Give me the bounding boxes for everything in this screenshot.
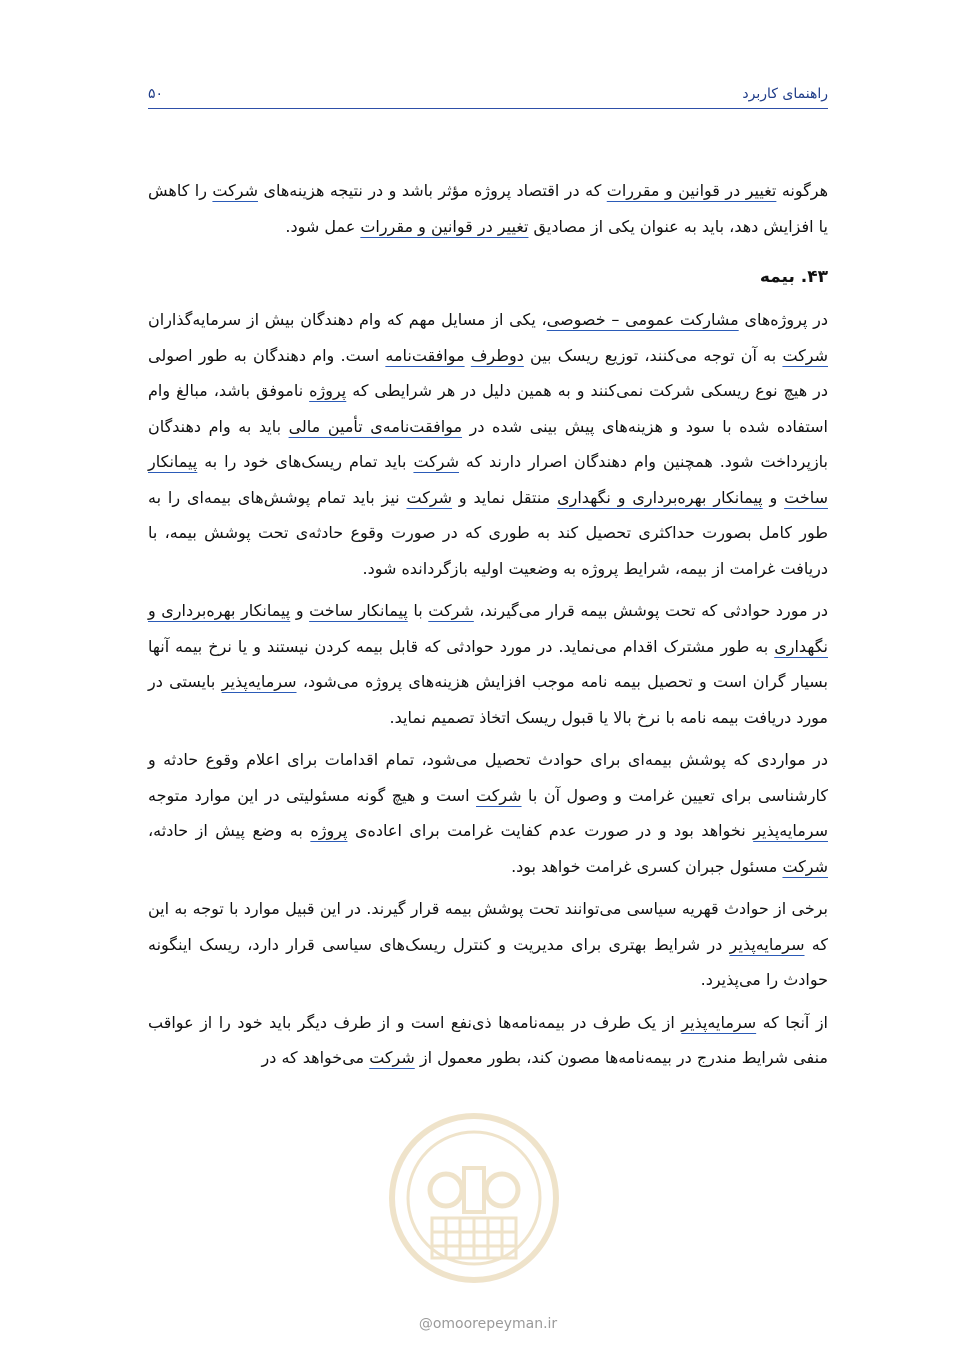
paragraph-text: باید به وام دهندگان بازپرداخت شود. همچنین وام دهندگان اصرار دارند که [148,416,829,471]
paragraph-text: در شرایط بهتری برای مدیریت و کنترل ریسک‌های سیاسی قرار دارد، ریسک اینگونه حوادث را می‌پذیرد. [148,934,828,989]
paragraph-text: و [290,601,310,620]
glossary-term-link[interactable]: شرکت [413,452,459,471]
paragraph-text: در پروژه‌های [738,310,829,329]
section-paragraph [148,593,828,735]
paragraph-text: منتقل نماید و [452,487,558,507]
paragraph-text: است و هیچ گونه مسئولیتی در این موارد متوجه [148,785,476,805]
glossary-term-link[interactable]: موافقت‌نامه [385,345,465,365]
watermark-seal-logo [384,1108,564,1288]
section-heading: ۴۳. بیمه [759,267,828,287]
glossary-term-link[interactable]: سرمایه‌پذیر [753,821,828,840]
paragraph-text: نیز باید تمام پوشش‌های بیمه‌ای را به طور کامل بصورت حداکثری تحصیل کند به طوری که در صورت وقوع حادثه‌ی تحت پوشش بیمه، با دریافت غرامت از بیمه، شرایط پروژه به وضعیت اولیه بازگردانده شود. [148,487,828,578]
paragraph-text: با [407,601,429,620]
glossary-term-link[interactable]: پروژه [310,821,348,840]
paragraph-text: از آنجا که [756,1012,829,1032]
document-body [148,173,828,1083]
paragraph-text: را کاهش یا افزایش دهد، باید به عنوان یکی از مصادیق [148,181,828,236]
glossary-term-link[interactable]: تغییر در قوانین و مقررات [360,216,529,236]
glossary-term-link[interactable]: شرکت [782,856,828,876]
paragraph-text: به طور مشترک اقدام می‌نماید. در مورد حوادثی که قابل بیمه کردن نیستند و یا نرخ بیمه آنها بسیار گران است و تحصیل بیمه نامه موجب افزایش هزینه‌های پروژه می‌شود، [148,636,828,691]
glossary-term-link[interactable]: سرمایه‌پذیر [681,1012,757,1032]
glossary-term-link[interactable]: پیمانکار بهره‌برداری و نگهداری [557,487,763,507]
paragraph-text: ناموفق باشد، مبالغ وام استفاده شده با سود و هزینه‌های پیش بینی شده در [148,381,829,436]
paragraph-text: مسئول جبران کسری غرامت خواهد بود. [511,856,783,876]
glossary-term-link[interactable]: شرکت [476,785,522,805]
paragraph-text: بایستی در مورد دریافت بیمه نامه با نرخ بالا یا قبول ریسک اتخاذ تصمیم نماید. [148,672,828,727]
section-paragraph [148,891,828,998]
paragraph-text: به آن توجه می‌کنند، توزیع ریسک بین [523,345,783,365]
glossary-term-link[interactable]: شرکت [406,487,453,507]
glossary-term-link[interactable]: پیمانکار ساخت [309,601,408,620]
glossary-term-link[interactable]: پیمانکار بهره‌برداری و نگهداری [148,601,828,656]
section-paragraph [148,1005,828,1076]
page-header [148,84,828,110]
glossary-term-link[interactable]: پروژه [309,381,347,400]
at-sign-icon: @ [418,1316,433,1332]
header-rule [148,108,828,109]
paragraph-text: در مواردی که پوشش بیمه‌ای برای حوادث تحصیل می‌شود، تمام اقدامات برای اعلام وقوع حادثه و کارشناسی برای تعیین غرامت و وصول آن با [148,750,828,805]
section-paragraph [148,302,828,586]
glossary-term-link[interactable]: شرکت [212,181,258,200]
header-title: راهنمای کاربرد [742,86,828,102]
paragraph-text: برخی از حوادث قهریه سیاسی می‌توانند تحت پوشش بیمه قرار گیرند. در این قبیل موارد با توجه به این که [148,899,829,954]
paragraph-text: عمل شود. [285,216,361,236]
glossary-term-link[interactable]: دوطرف [470,345,524,365]
paragraph-text: به وضع پیش از حادثه، [148,821,311,840]
glossary-term-link[interactable]: تغییر در قوانین و مقررات [606,181,777,200]
glossary-term-link[interactable]: پیمانکار ساخت [148,452,828,507]
glossary-term-link[interactable]: سرمایه‌پذیر [729,934,805,954]
glossary-term-link[interactable]: شرکت [428,601,474,620]
glossary-term-link[interactable]: شرکت [782,345,828,365]
section-paragraph [148,742,828,884]
paragraph-text: ، یکی از مسایل مهم که وام دهندگان بیش از سرمایه‌گذاران [148,310,547,329]
paragraph-text: می‌خواهد که در [261,1048,370,1067]
paragraph-text: است. وام دهندگان به طور اصولی در هیچ نوع ریسکی شرکت نمی‌کنند و به همین دلیل در هر شرایطی که [148,345,828,400]
paragraph-text: از یک طرف در بیمه‌نامه‌ها ذی‌نفع است و از طرف دیگر باید خود را از عواقب منفی شرایط مندرج در بیمه‌نامه‌ها مصون کند، بطور معمول از [148,1012,828,1067]
paragraph-text: که در اقتصاد پروژه مؤثر باشد و در نتیجه هزینه‌های [257,181,607,200]
paragraph-text: هرگونه [776,181,829,200]
glossary-term-link[interactable]: شرکت [369,1048,415,1067]
watermark-text: omoorepeyman.ir [432,1316,558,1332]
glossary-term-link[interactable]: مشارکت عمومی – خصوصی [546,310,739,329]
page-number: ۵۰ [148,86,164,102]
intro-paragraph [148,173,828,244]
glossary-term-link[interactable]: موافقت‌نامه‌ی تأمین مالی [288,416,463,436]
paragraph-text: نخواهد بود و در صورت عدم کفایت غرامت برای اعاده‌ی [347,821,754,840]
paragraph-text: و [762,487,785,507]
paragraph-text: باید تمام ریسک‌های خود را به [197,452,414,471]
glossary-term-link[interactable]: سرمایه‌پذیر [221,672,297,691]
paragraph-text: در مورد حوادثی که تحت پوشش بیمه قرار می‌گیرند، [473,601,828,620]
watermark-url [0,1316,976,1332]
